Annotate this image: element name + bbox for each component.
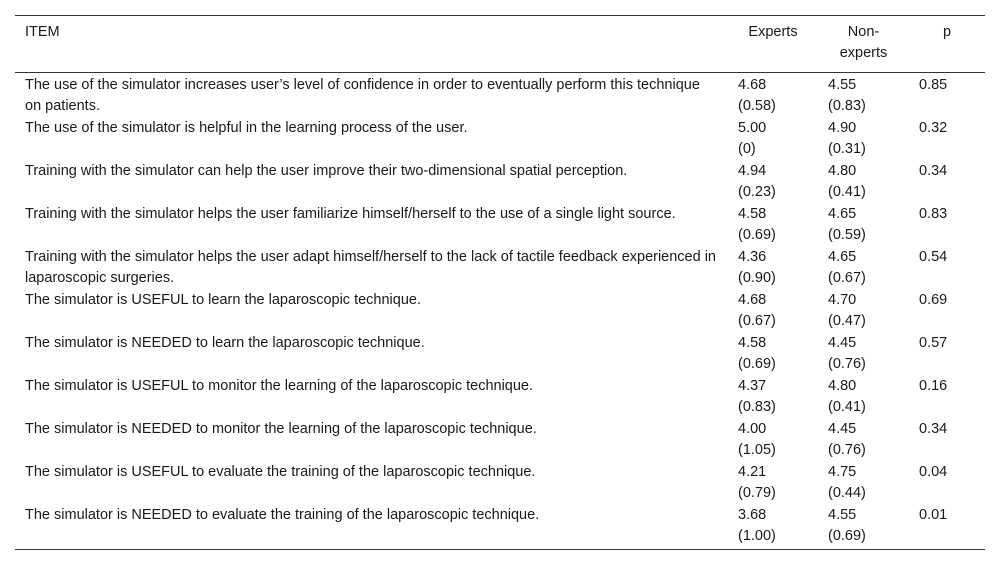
non-experts-cell [818,161,909,204]
non-experts-mean: 4.65 [828,249,857,265]
experts-mean: 5.00 [738,120,767,136]
experts-sd: (0.90) [738,270,776,286]
non-experts-mean: 4.70 [828,292,857,308]
experts-cell [728,290,818,333]
non-experts-mean: 4.55 [828,507,857,523]
header-experts: Experts [748,24,798,40]
header-non-experts [818,16,909,73]
experts-sd: (0.58) [738,98,776,114]
experts-cell [728,247,818,290]
table-row [15,204,985,247]
experts-sd: (0.83) [738,399,776,415]
experts-mean: 4.36 [738,249,767,265]
table-row [15,73,985,119]
experts-cell [728,505,818,550]
item-cell: Training with the simulator helps the user familiarize himself/herself to the use of a single light source. [25,206,676,222]
table-row [15,333,985,376]
non-experts-cell [818,247,909,290]
non-experts-mean: 4.65 [828,206,857,222]
non-experts-cell [818,505,909,550]
non-experts-cell [818,204,909,247]
table-row [15,118,985,161]
non-experts-cell [818,376,909,419]
non-experts-cell [818,462,909,505]
item-cell: Training with the simulator helps the user adapt himself/herself to the lack of tactile feedback experienced in laparoscopic surgeries. [25,249,717,286]
experts-cell [728,118,818,161]
experts-sd: (0.23) [738,184,776,200]
table-row [15,462,985,505]
p-value-cell: 0.57 [919,335,948,351]
non-experts-mean: 4.80 [828,378,857,394]
non-experts-mean: 4.45 [828,335,857,351]
header-row [15,16,985,73]
table-row [15,505,985,550]
results-table-container [15,15,985,550]
experts-cell [728,161,818,204]
non-experts-sd: (0.67) [828,270,866,286]
item-cell: The simulator is USEFUL to evaluate the training of the laparoscopic technique. [25,464,536,480]
p-value-cell: 0.34 [919,421,948,437]
experts-sd: (1.05) [738,442,776,458]
results-table [15,15,985,550]
item-cell: The simulator is USEFUL to learn the laparoscopic technique. [25,292,421,308]
experts-sd: (0.69) [738,227,776,243]
header-non-experts-label: Non-experts [839,24,888,61]
non-experts-cell [818,118,909,161]
table-header [15,16,985,73]
item-cell: The simulator is NEEDED to monitor the learning of the laparoscopic technique. [25,421,537,437]
table-row [15,419,985,462]
experts-mean: 4.00 [738,421,767,437]
item-cell: The use of the simulator is helpful in the learning process of the user. [25,120,468,136]
header-p: p [942,24,952,40]
experts-cell [728,333,818,376]
experts-mean: 4.68 [738,77,767,93]
experts-mean: 4.58 [738,206,767,222]
p-value-cell: 0.34 [919,163,948,179]
non-experts-mean: 4.45 [828,421,857,437]
table-row [15,247,985,290]
experts-mean: 4.58 [738,335,767,351]
experts-mean: 4.21 [738,464,767,480]
non-experts-sd: (0.83) [828,98,866,114]
experts-cell [728,462,818,505]
non-experts-sd: (0.47) [828,313,866,329]
non-experts-cell [818,73,909,119]
item-cell: Training with the simulator can help the user improve their two-dimensional spatial perception. [25,163,628,179]
non-experts-cell [818,333,909,376]
non-experts-sd: (0.41) [828,184,866,200]
non-experts-sd: (0.76) [828,356,866,372]
experts-cell [728,376,818,419]
experts-mean: 4.37 [738,378,767,394]
table-row [15,290,985,333]
table-row [15,376,985,419]
experts-mean: 3.68 [738,507,767,523]
table-row [15,161,985,204]
non-experts-mean: 4.90 [828,120,857,136]
non-experts-cell [818,419,909,462]
non-experts-cell [818,290,909,333]
non-experts-sd: (0.59) [828,227,866,243]
experts-cell [728,419,818,462]
table-body [15,73,985,550]
experts-sd: (1.00) [738,528,776,544]
item-cell: The simulator is NEEDED to evaluate the training of the laparoscopic technique. [25,507,540,523]
p-value-cell: 0.69 [919,292,948,308]
non-experts-sd: (0.41) [828,399,866,415]
non-experts-mean: 4.75 [828,464,857,480]
experts-mean: 4.68 [738,292,767,308]
p-value-cell: 0.01 [919,507,948,523]
header-item: ITEM [25,24,60,40]
experts-cell [728,204,818,247]
p-value-cell: 0.32 [919,120,948,136]
experts-cell [728,73,818,119]
non-experts-sd: (0.76) [828,442,866,458]
experts-sd: (0) [738,141,756,157]
non-experts-sd: (0.31) [828,141,866,157]
non-experts-mean: 4.55 [828,77,857,93]
p-value-cell: 0.04 [919,464,948,480]
p-value-cell: 0.85 [919,77,948,93]
experts-sd: (0.67) [738,313,776,329]
item-cell: The simulator is NEEDED to learn the laparoscopic technique. [25,335,425,351]
p-value-cell: 0.16 [919,378,948,394]
p-value-cell: 0.83 [919,206,948,222]
experts-sd: (0.79) [738,485,776,501]
non-experts-sd: (0.69) [828,528,866,544]
item-cell: The simulator is USEFUL to monitor the learning of the laparoscopic technique. [25,378,534,394]
item-cell: The use of the simulator increases user’s level of confidence in order to eventually perform this technique on patients. [25,77,700,114]
p-value-cell: 0.54 [919,249,948,265]
non-experts-mean: 4.80 [828,163,857,179]
experts-mean: 4.94 [738,163,767,179]
experts-sd: (0.69) [738,356,776,372]
non-experts-sd: (0.44) [828,485,866,501]
